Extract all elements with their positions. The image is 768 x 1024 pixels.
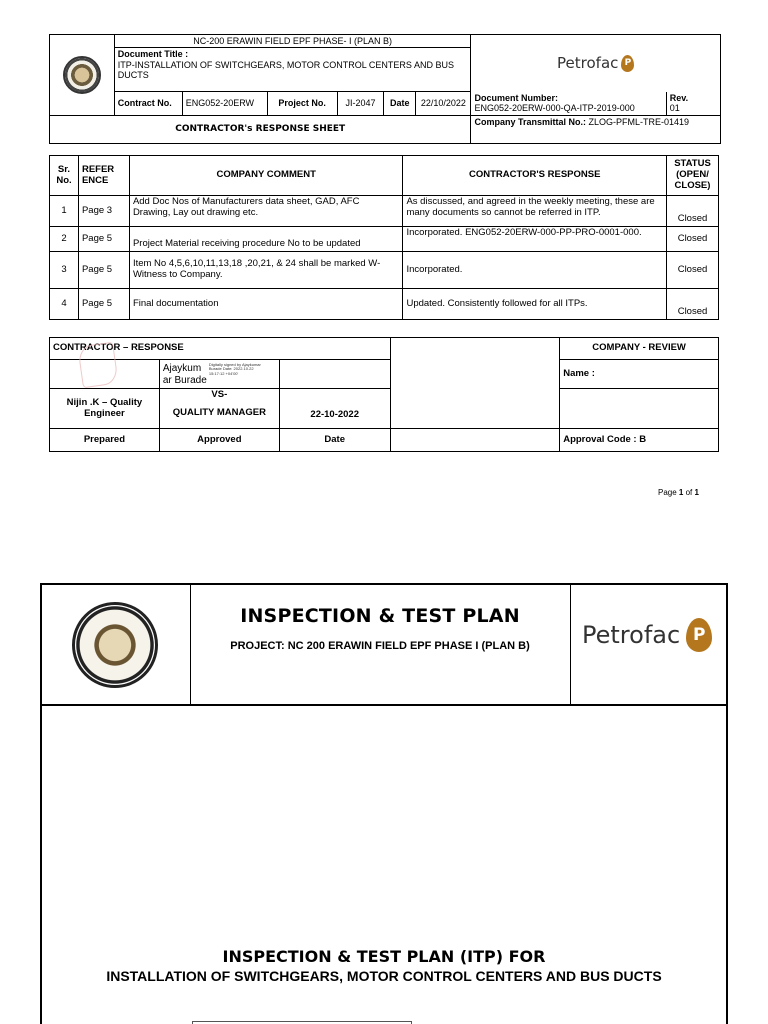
table-row	[50, 227, 719, 252]
brand-cell	[471, 35, 721, 92]
revision-number: 01	[669, 103, 680, 114]
page-number-current: 1	[678, 488, 684, 497]
approver-name: Ajaykum ar Burade	[162, 363, 207, 386]
reference: Page 5	[78, 227, 129, 252]
approver-role: QUALITY MANAGER	[172, 406, 266, 418]
itp-title-block	[42, 947, 726, 984]
cover-title-block	[192, 605, 568, 652]
cover-title: INSPECTION & TEST PLAN	[240, 605, 520, 627]
project-name: NC-200 ERAWIN FIELD EPF PHASE- I (PLAN B)	[114, 35, 471, 48]
approver-role-cell	[159, 389, 279, 429]
zallaf-seal-logo	[72, 602, 158, 688]
sr-no: 4	[50, 289, 79, 320]
status: Closed	[667, 196, 719, 227]
petrofac-drop-logo: P	[686, 618, 712, 652]
petrofac-wordmark: Petrofac	[557, 53, 619, 72]
comments-table	[49, 155, 719, 320]
itp-cover-page	[40, 583, 728, 1024]
preparer-signature-stamp	[77, 342, 118, 389]
cover-project-label: PROJECT:	[230, 640, 285, 652]
company-comment: Item No 4,5,6,10,11,13,18 ,20,21, & 24 shall be marked W- Witness to Company.	[129, 252, 403, 289]
revision-label: Rev.	[669, 92, 689, 103]
cover-project-name: NC 200 ERAWIN FIELD EPF PHASE I (PLAN B)	[287, 640, 530, 652]
company-comment: Final documentation	[129, 289, 403, 320]
sr-no: 2	[50, 227, 79, 252]
cover-header	[42, 585, 726, 706]
zallaf-seal-logo	[63, 56, 101, 94]
page-number-total: 1	[694, 488, 699, 497]
approval-code: Approval Code : B	[560, 429, 719, 452]
document-number-cell	[471, 92, 666, 115]
approval-date: 22-10-2022	[279, 389, 390, 429]
itp-title: INSPECTION & TEST PLAN (ITP) FOR	[222, 947, 546, 966]
reference-header: REFER ENCE	[78, 156, 129, 196]
status: Closed	[667, 252, 719, 289]
status-header: STATUS (OPEN/ CLOSE)	[667, 156, 719, 196]
approver-digital-signature: Digitally signed by Ajaykumar Burade Date: 2022.10.22 15:17:12 +04'00'	[208, 362, 261, 376]
contractor-response: Updated. Consistently followed for all ITPs.	[403, 289, 667, 320]
blank-cell	[279, 360, 390, 389]
contractor-response: As discussed, and agreed in the weekly meeting, these are many documents so cannot be referred in ITP.	[403, 196, 667, 227]
prepared-label: Prepared	[50, 429, 160, 452]
page-number-separator: of	[683, 488, 695, 497]
company-comment-header: COMPANY COMMENT	[129, 156, 403, 196]
blank-cell	[390, 338, 560, 429]
document-title-label: Document Title :	[117, 49, 189, 60]
sr-no: 3	[50, 252, 79, 289]
preparer-name: Nijin .K – Quality Engineer	[50, 389, 160, 429]
document-title-cell	[114, 48, 471, 92]
response-approval-table	[49, 337, 719, 452]
sr-no-header: Sr. No.	[50, 156, 79, 196]
cover-logo-cell	[72, 602, 158, 688]
date-column-label: Date	[279, 429, 390, 452]
petrofac-drop-logo: P	[621, 55, 634, 72]
transmittal-cell	[471, 115, 721, 143]
table-row	[50, 252, 719, 289]
status: Closed	[667, 227, 719, 252]
reference: Page 5	[78, 289, 129, 320]
contractor-response-header: CONTRACTOR'S RESPONSE	[403, 156, 667, 196]
contractor-response-title: CONTRACTOR – RESPONSE	[50, 338, 391, 360]
project-number: JI-2047	[337, 92, 384, 115]
transmittal-label: Company Transmittal No.:	[474, 116, 586, 127]
date-value: 22/10/2022	[416, 92, 471, 115]
vs-mark: VS-	[211, 389, 228, 400]
date-label: Date	[384, 92, 416, 115]
page-number	[658, 488, 699, 497]
preparer-signature-cell	[50, 360, 160, 389]
contractor-response: Incorporated. ENG052-20ERW-000-PP-PRO-0001-000.	[403, 227, 667, 252]
blank-cell	[560, 389, 719, 429]
company-comment: Project Material receiving procedure No to be updated	[129, 227, 403, 252]
company-logo-cell	[50, 35, 115, 116]
revision-cell	[666, 92, 720, 115]
page-number-prefix: Page	[658, 488, 679, 497]
blank-cell	[390, 429, 560, 452]
status: Closed	[667, 289, 719, 320]
document-title: ITP-INSTALLATION OF SWITCHGEARS, MOTOR CONTROL CENTERS AND BUS DUCTS	[117, 59, 454, 81]
project-label: Project No.	[267, 92, 337, 115]
reference: Page 5	[78, 252, 129, 289]
company-review-title: COMPANY - REVIEW	[560, 338, 719, 360]
document-number: ENG052-20ERW-000-QA-ITP-2019-000	[474, 103, 635, 114]
comments-header-row	[50, 156, 719, 196]
table-row	[50, 196, 719, 227]
document-header-table	[49, 34, 721, 144]
approver-signature-cell	[159, 360, 279, 389]
petrofac-wordmark: Petrofac	[582, 621, 681, 649]
name-label: Name :	[560, 360, 719, 389]
cover-project	[192, 640, 568, 652]
contract-label: Contract No.	[114, 92, 182, 115]
itp-subtitle: INSTALLATION OF SWITCHGEARS, MOTOR CONTROL CENTERS AND BUS DUCTS	[106, 968, 662, 984]
table-row	[50, 289, 719, 320]
transmittal-number: ZLOG-PFML-TRE-01419	[588, 116, 690, 127]
company-comment: Add Doc Nos of Manufacturers data sheet, GAD, AFC Drawing, Lay out drawing etc.	[129, 196, 403, 227]
contractor-response: Incorporated.	[403, 252, 667, 289]
sheet-title: CONTRACTOR's RESPONSE SHEET	[50, 115, 471, 143]
cover-brand	[582, 618, 712, 652]
approved-label: Approved	[159, 429, 279, 452]
sr-no: 1	[50, 196, 79, 227]
contract-number: ENG052-20ERW	[182, 92, 267, 115]
reference: Page 3	[78, 196, 129, 227]
document-number-label: Document Number:	[474, 92, 558, 103]
